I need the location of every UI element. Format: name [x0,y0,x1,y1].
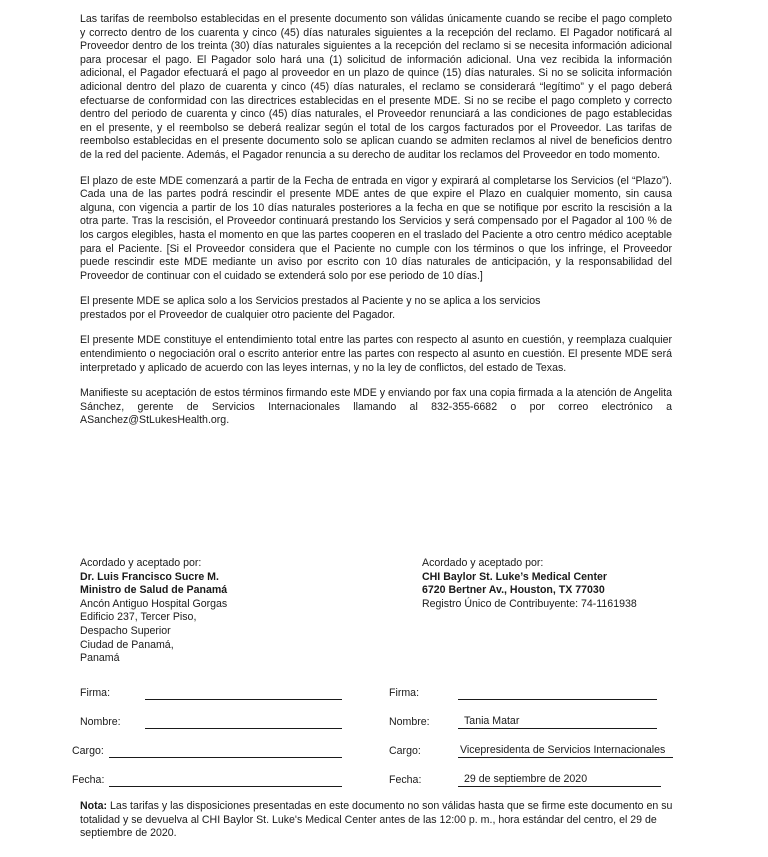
left-address-line: Panamá [80,652,120,665]
right-accepted-label: Acordado y aceptado por: [422,557,544,569]
left-fecha-line[interactable] [109,786,342,787]
left-fecha-label: Fecha: [72,774,105,786]
right-nombre-label: Nombre: [389,716,430,728]
left-nombre-line[interactable] [145,728,342,729]
right-party-name: CHI Baylor St. Luke’s Medical Center [422,570,608,583]
document-body [80,13,672,440]
right-nombre-value: Tania Matar [464,715,520,727]
right-fecha-line[interactable] [458,786,661,787]
left-address-line: Ancón Antiguo Hospital Gorgas [80,597,228,610]
left-cargo-label: Cargo: [72,745,104,757]
left-party-block [80,557,227,666]
left-cargo-line[interactable] [109,757,342,758]
paragraph-reimbursement: Las tarifas de reembolso establecidas en el presente documento son válidas únicamente cuando se recibe el pago completo y correcto dentro de los cuarenta y cinco (45) días naturales siguientes a la recepción del reclamo. El Pagador notificará al Proveedor dentro de los treinta (30) días naturales siguientes a la recepción del reclamo si se necesita información adicional para procesar el pago. El Pagador solo hará una (1) solicitud de información adicional. Una vez recibida la información adicional, el Pagador efectuará el pago al proveedor en un plazo de quince (15) días naturales. Si no se solicita información adicional dentro del plazo de cuarenta y cinco (45) días naturales, el reclamo se considerará “legítimo” y el pago deberá efectuarse de conformidad con las directrices establecidas en el presente MDE. Si no se recibe el pago completo y correcto dentro del periodo de cuarenta y cinco (45) días naturales, el Proveedor renunciará a las condiciones de pago establecidas en el presente, y el reembolso se deberá realizar según el total de los cargos facturados por el Proveedor. Las tarifas de reembolso establecidas en el presente documento solo se aplican cuando se admiten reclamos al nivel de beneficios dentro de la red del paciente. Además, el Pagador renuncia a su derecho de auditar los reclamos del Proveedor en todo momento. [80,13,672,161]
left-party-org: Ministro de Salud de Panamá [80,584,228,597]
right-nombre-line[interactable] [458,728,657,729]
left-address-line: Despacho Superior [80,624,171,637]
paragraph-scope: El presente MDE se aplica solo a los Servicios prestados al Paciente y no se aplica a los servicios prestados por el Proveedor de cualquier otro paciente del Pagador. [80,295,541,321]
left-firma-line[interactable] [145,699,342,700]
left-nombre-label: Nombre: [80,716,121,728]
note-label: Nota: [80,800,108,812]
right-party-block [422,557,637,611]
paragraph-acceptance: Manifieste su aceptación de estos términos firmando este MDE y enviando por fax una copia firmada a la atención de Angelita Sánchez, gerente de Servicios Internacionales llamando al 832-355-6682 o por correo electrónico a ASanchez@StLukesHealth.org. [80,387,672,427]
left-address-line: Ciudad de Panamá, [80,638,174,651]
paragraph-term: El plazo de este MDE comenzará a partir de la Fecha de entrada en vigor y expirará al completarse los Servicios (el “Plazo”). Cada una de las partes podrá rescindir el presente MDE antes de que expire el Plazo en cualquier momento, sin causa alguna, con vigencia a partir de los 10 días naturales posteriores a la fecha en que se notifique por escrito la rescisión a la otra parte. Tras la rescisión, el Proveedor continuará prestando los Servicios y será compensado por el Pagador al 100 % de los cargos elegibles, hasta el momento en que las partes cooperen en el traslado del Paciente a otro centro médico aceptable para el Paciente. [Si el Proveedor considera que el Paciente no cumple con los términos o que los infringe, el Proveedor puede rescindir este MDE mediante un aviso por escrito con 10 días naturales de anticipación, y la responsabilidad del Proveedor de continuar con el cuidado se extenderá solo por ese periodo de 10 días.] [80,174,672,282]
paragraph-entire-agreement: El presente MDE constituye el entendimiento total entre las partes con respecto al asunto en cuestión, y reemplaza cualquier entendimiento o negociación oral o escrito anterior entre las partes con respecto al asunto en cuestión. El presente MDE será interpretado y aplicado de acuerdo con las leyes internas, y no la ley de conflictos, del estado de Texas. [80,334,672,374]
right-firma-label: Firma: [389,687,420,699]
footnote [80,800,680,841]
right-firma-line[interactable] [458,699,657,700]
right-fecha-value: 29 de septiembre de 2020 [464,773,588,785]
right-cargo-value: Vicepresidenta de Servicios Internacionales [460,744,666,756]
left-address-line: Edificio 237, Tercer Piso, [80,611,197,624]
left-firma-label: Firma: [80,687,111,699]
left-party-name: Dr. Luis Francisco Sucre M. [80,570,219,583]
left-accepted-label: Acordado y aceptado por: [80,557,202,569]
right-party-address: 6720 Bertner Av., Houston, TX 77030 [422,584,605,597]
note-text: Las tarifas y las disposiciones presentadas en este documento no son válidas hasta que se firme este documento en su totalidad y se devuelva al CHI Baylor St. Luke's Medical Center antes de las 12:00 p. m., hora estándar del centro, el 29 de septiembre de 2020. [80,800,673,840]
right-fecha-label: Fecha: [389,774,422,786]
right-party-tax-id: Registro Único de Contribuyente: 74-1161938 [422,597,637,610]
right-cargo-label: Cargo: [389,745,421,757]
right-cargo-line[interactable] [458,757,673,758]
